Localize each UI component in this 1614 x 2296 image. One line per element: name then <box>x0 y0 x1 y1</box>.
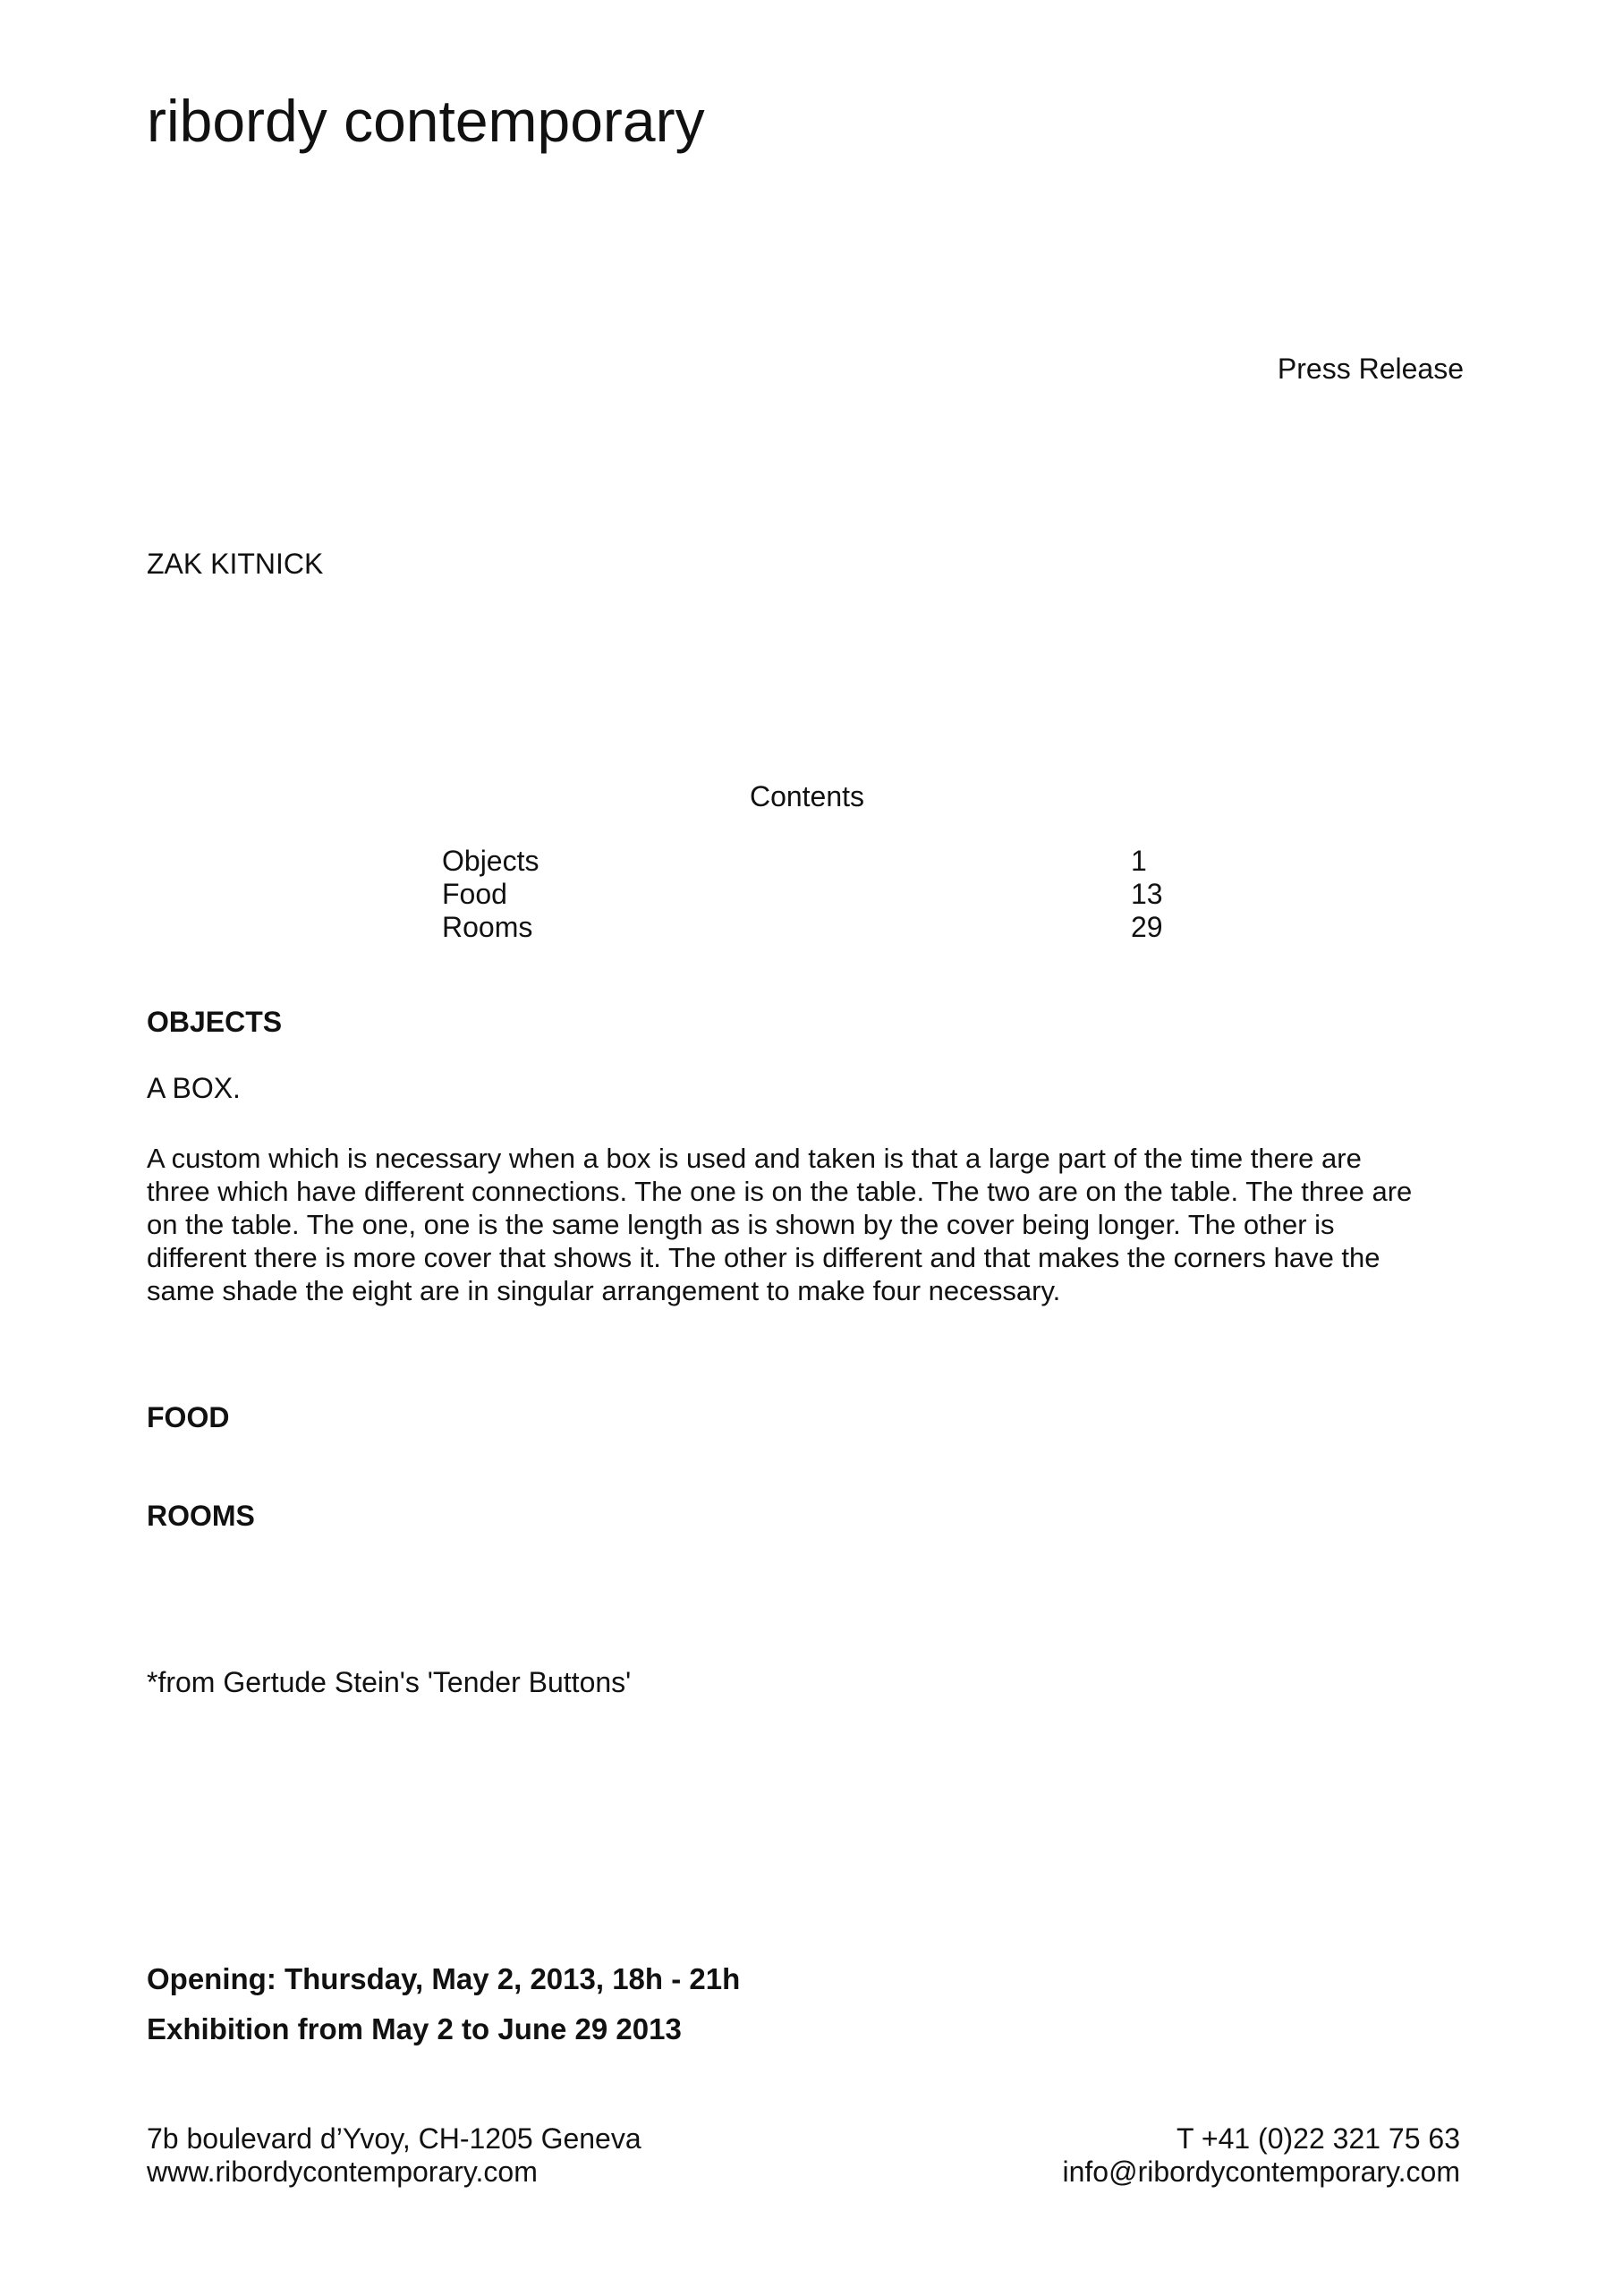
opening-info: Opening: Thursday, May 2, 2013, 18h - 21h <box>147 1962 741 1995</box>
toc-page-number: 1 <box>1131 845 1147 877</box>
toc-label: Rooms <box>442 911 533 943</box>
exhibition-dates: Exhibition from May 2 to June 29 2013 <box>147 2012 682 2045</box>
paragraph-line: on the table. The one, one is the same length as is shown by the cover being longer. The other is <box>147 1209 1335 1240</box>
website-link[interactable]: www.ribordycontemporary.com <box>147 2156 538 2188</box>
document-type-label: Press Release <box>1277 353 1464 385</box>
toc-row <box>442 878 1220 911</box>
objects-heading: OBJECTS <box>147 1006 283 1038</box>
paragraph-line: same shade the eight are in singular arrangement to make four necessary. <box>147 1275 1061 1306</box>
email-link[interactable]: info@ribordycontemporary.com <box>1062 2156 1460 2188</box>
gallery-brand-title: ribordy contemporary <box>147 88 705 154</box>
footnote: *from Gertude Stein's 'Tender Buttons' <box>147 1666 632 1698</box>
gallery-address: 7b boulevard d’Yvoy, CH-1205 Geneva <box>147 2122 641 2155</box>
food-heading: FOOD <box>147 1401 230 1433</box>
toc-row <box>442 911 1220 944</box>
toc-label: Food <box>442 878 507 910</box>
toc-row <box>442 845 1220 878</box>
paragraph-line: three which have different connections. The one is on the table. The two are on the table. The three are <box>147 1176 1413 1207</box>
footer-contact-left <box>147 2122 641 2189</box>
objects-paragraph <box>147 1142 1471 1307</box>
artist-name: ZAK KITNICK <box>147 548 324 580</box>
objects-subtitle: A BOX. <box>147 1072 241 1104</box>
phone-number: T +41 (0)22 321 75 63 <box>1177 2122 1460 2155</box>
rooms-heading: ROOMS <box>147 1500 255 1532</box>
footer-contact-right <box>1063 2122 1461 2189</box>
toc-page-number: 13 <box>1131 878 1163 910</box>
toc-label: Objects <box>442 845 539 877</box>
table-of-contents <box>442 845 1220 944</box>
paragraph-line: A custom which is necessary when a box is used and taken is that a large part of the time there are <box>147 1143 1362 1174</box>
paragraph-line: different there is more cover that shows it. The other is different and that makes the corners have the <box>147 1242 1380 1273</box>
contents-title: Contents <box>749 780 865 812</box>
toc-page-number: 29 <box>1131 911 1163 943</box>
